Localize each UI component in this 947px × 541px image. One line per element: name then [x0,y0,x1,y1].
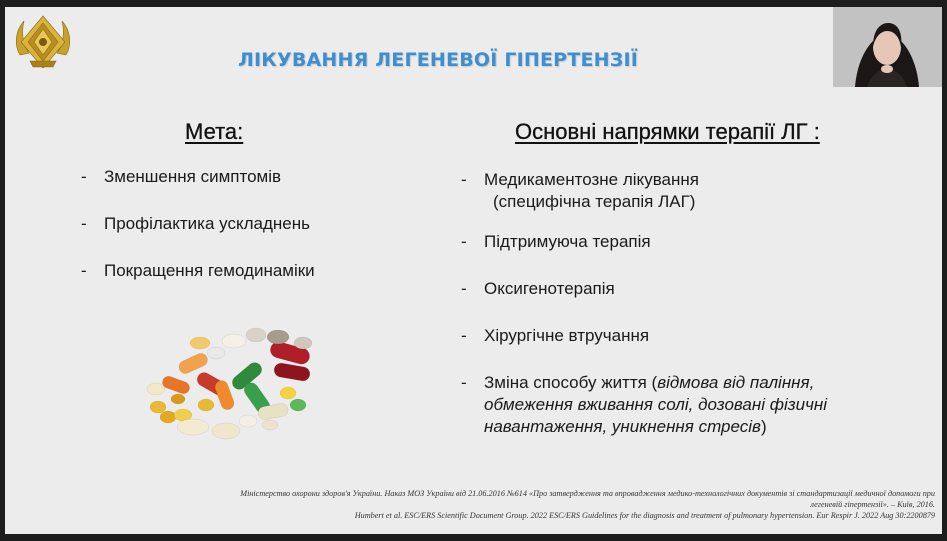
list-item: - Покращення гемодинаміки [81,261,315,280]
goal-heading: Мета: [185,119,244,144]
pills-image [138,319,338,449]
reference-line: легеневій гіпертензії». – Київ, 2016. [810,500,935,509]
presenter-webcam-video [833,7,942,87]
reference-line: Humbert et al. ESC/ERS Scientific Document Group. 2022 ESC/ERS Guidelines for the diagnosis and treatment of pulmonary hypertension. Eur Respir J. 2022 Aug 30:2200879 [354,511,935,520]
therapy-directions-list [461,169,881,463]
list-item: - Медикаментозне лікування (специфічна терапія ЛАГ) [461,170,699,211]
list-item: - Оксигенотерапія [461,279,615,298]
list-item: - Зміна способу життя (відмова від паління, обмеження вживання солі, дозовані фізичні навантаження, уникнення стресів) [461,373,828,436]
references [45,488,935,521]
presentation-slide [5,7,942,534]
therapy-directions-heading: Основні напрямки терапії ЛГ : [515,119,820,144]
list-item: - Підтримуюча терапія [461,232,651,251]
reference-line: Міністерство охорони здоров'я України. Наказ МОЗ України від 21.06.2016 №614 «Про затвердження та впровадження медико-технологічних документів зі стандартизації медичної допомоги при [240,489,935,498]
list-item: - Хірургічне втручання [461,326,650,345]
slide-title: ЛІКУВАННЯ ЛЕГЕНЕВОЇ ГІПЕРТЕНЗІЇ [238,49,638,71]
list-item: - Профілактика ускладнень [81,214,310,233]
list-item: - Зменшення симптомів [81,167,282,186]
goal-list [81,166,315,307]
